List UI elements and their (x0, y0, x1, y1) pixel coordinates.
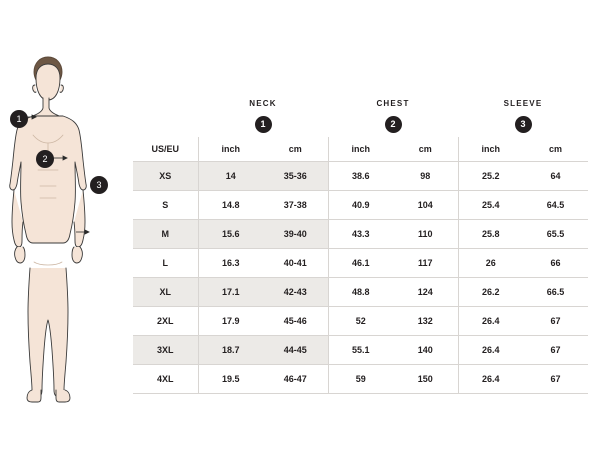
cell-sleeve-inch: 26.4 (458, 307, 523, 336)
cell-chest-inch: 46.1 (328, 249, 393, 278)
row-size: S (133, 191, 198, 220)
cell-neck-cm: 37-38 (263, 191, 328, 220)
table-row (133, 249, 588, 278)
figure-marker-2: 2 (36, 150, 54, 168)
cell-sleeve-cm: 65.5 (523, 220, 588, 249)
table-row (133, 336, 588, 365)
cell-sleeve-cm: 67 (523, 336, 588, 365)
header-chest-inch: inch (328, 137, 393, 162)
cell-neck-inch: 18.7 (198, 336, 263, 365)
cell-chest-cm: 150 (393, 365, 458, 394)
badge-cell-chest (328, 111, 458, 137)
row-size: M (133, 220, 198, 249)
row-size: 4XL (133, 365, 198, 394)
table-row (133, 220, 588, 249)
figure-marker-3: 3 (90, 176, 108, 194)
cell-sleeve-cm: 67 (523, 307, 588, 336)
cell-sleeve-cm: 67 (523, 365, 588, 394)
cell-neck-inch: 14.8 (198, 191, 263, 220)
cell-sleeve-inch: 26.4 (458, 336, 523, 365)
cell-chest-inch: 48.8 (328, 278, 393, 307)
cell-chest-cm: 124 (393, 278, 458, 307)
badge-cell-sleeve (458, 111, 588, 137)
cell-sleeve-inch: 26.4 (458, 365, 523, 394)
header-size: US/EU (133, 137, 198, 162)
cell-chest-cm: 117 (393, 249, 458, 278)
cell-chest-inch: 52 (328, 307, 393, 336)
cell-neck-cm: 39-40 (263, 220, 328, 249)
cell-sleeve-inch: 26.2 (458, 278, 523, 307)
cell-chest-inch: 38.6 (328, 162, 393, 191)
cell-chest-cm: 132 (393, 307, 458, 336)
table-row (133, 162, 588, 191)
badge-cell-neck (198, 111, 328, 137)
cell-sleeve-inch: 25.4 (458, 191, 523, 220)
cell-sleeve-inch: 25.2 (458, 162, 523, 191)
cell-chest-cm: 104 (393, 191, 458, 220)
badge-sleeve: 3 (515, 116, 532, 133)
cell-neck-cm: 46-47 (263, 365, 328, 394)
table-row (133, 191, 588, 220)
male-body-illustration (0, 0, 130, 450)
row-size: XS (133, 162, 198, 191)
cell-chest-inch: 43.3 (328, 220, 393, 249)
cell-neck-cm: 45-46 (263, 307, 328, 336)
badge-chest: 2 (385, 116, 402, 133)
table-row (133, 307, 588, 336)
group-header-neck: NECK (249, 99, 277, 108)
cell-neck-cm: 40-41 (263, 249, 328, 278)
header-chest-cm: cm (393, 137, 458, 162)
size-table (133, 86, 588, 394)
body-figure (0, 0, 130, 450)
cell-sleeve-inch: 26 (458, 249, 523, 278)
cell-sleeve-inch: 25.8 (458, 220, 523, 249)
header-neck-inch: inch (198, 137, 263, 162)
group-header-row (133, 86, 588, 111)
cell-chest-inch: 55.1 (328, 336, 393, 365)
badge-neck: 1 (255, 116, 272, 133)
header-neck-cm: cm (263, 137, 328, 162)
cell-neck-cm: 44-45 (263, 336, 328, 365)
cell-neck-inch: 14 (198, 162, 263, 191)
cell-neck-cm: 35-36 (263, 162, 328, 191)
cell-sleeve-cm: 64.5 (523, 191, 588, 220)
units-header-row (133, 137, 588, 162)
group-header-sleeve: SLEEVE (503, 99, 543, 108)
size-table-wrapper (133, 86, 588, 394)
cell-sleeve-cm: 66 (523, 249, 588, 278)
cell-neck-inch: 17.9 (198, 307, 263, 336)
cell-neck-inch: 16.3 (198, 249, 263, 278)
row-size: L (133, 249, 198, 278)
table-row (133, 278, 588, 307)
cell-chest-cm: 110 (393, 220, 458, 249)
cell-chest-inch: 40.9 (328, 191, 393, 220)
cell-neck-inch: 15.6 (198, 220, 263, 249)
cell-neck-cm: 42-43 (263, 278, 328, 307)
figure-marker-1: 1 (10, 110, 28, 128)
group-header-chest: CHEST (376, 99, 410, 108)
cell-chest-cm: 98 (393, 162, 458, 191)
cell-chest-inch: 59 (328, 365, 393, 394)
cell-neck-inch: 17.1 (198, 278, 263, 307)
group-header-spacer (133, 86, 198, 111)
cell-chest-cm: 140 (393, 336, 458, 365)
group-badge-row (133, 111, 588, 137)
cell-sleeve-cm: 64 (523, 162, 588, 191)
table-row (133, 365, 588, 394)
cell-sleeve-cm: 66.5 (523, 278, 588, 307)
size-table-body (133, 162, 588, 394)
header-sleeve-inch: inch (458, 137, 523, 162)
row-size: 3XL (133, 336, 198, 365)
header-sleeve-cm: cm (523, 137, 588, 162)
row-size: XL (133, 278, 198, 307)
cell-neck-inch: 19.5 (198, 365, 263, 394)
row-size: 2XL (133, 307, 198, 336)
badge-spacer (133, 111, 198, 137)
